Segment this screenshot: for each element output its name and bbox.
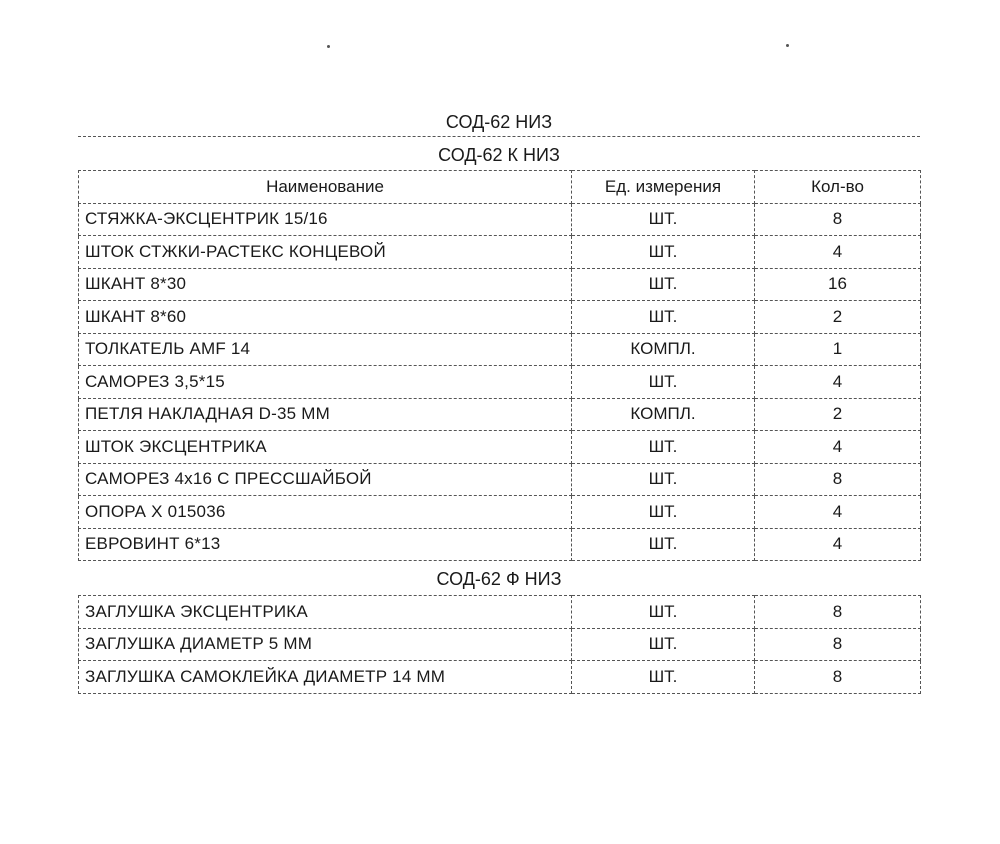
cell-unit: ШТ. <box>572 268 755 301</box>
cell-name: СТЯЖКА-ЭКСЦЕНТРИК 15/16 <box>79 203 572 236</box>
table-row <box>79 301 921 334</box>
cell-name: ПЕТЛЯ НАКЛАДНАЯ D-35 ММ <box>79 398 572 431</box>
cell-name: ЗАГЛУШКА САМОКЛЕЙКА ДИАМЕТР 14 ММ <box>79 661 572 694</box>
cell-name: ШТОК СТЖКИ-РАСТЕКС КОНЦЕВОЙ <box>79 236 572 269</box>
table-row <box>79 596 921 629</box>
cell-name: ШКАНТ 8*60 <box>79 301 572 334</box>
table-row <box>79 203 921 236</box>
table-row <box>79 431 921 464</box>
header-qty: Кол-во <box>755 171 921 204</box>
cell-qty: 4 <box>755 366 921 399</box>
parts-table-k <box>78 170 921 561</box>
cell-unit: ШТ. <box>572 628 755 661</box>
cell-qty: 2 <box>755 398 921 431</box>
title-divider <box>78 136 920 137</box>
cell-unit: ШТ. <box>572 661 755 694</box>
cell-unit: ШТ. <box>572 301 755 334</box>
parts-table-f <box>78 595 921 694</box>
section-title-f: СОД-62 Ф НИЗ <box>436 569 562 589</box>
cell-qty: 8 <box>755 596 921 629</box>
cell-name: САМОРЕЗ 4x16 С ПРЕССШАЙБОЙ <box>79 463 572 496</box>
header-name: Наименование <box>79 171 572 204</box>
table-row <box>79 366 921 399</box>
cell-name: САМОРЕЗ 3,5*15 <box>79 366 572 399</box>
cell-unit: ШТ. <box>572 431 755 464</box>
cell-qty: 4 <box>755 431 921 464</box>
cell-qty: 8 <box>755 661 921 694</box>
cell-name: ЕВРОВИНТ 6*13 <box>79 528 572 561</box>
cell-name: ЗАГЛУШКА ЭКСЦЕНТРИКА <box>79 596 572 629</box>
cell-qty: 8 <box>755 628 921 661</box>
cell-qty: 4 <box>755 496 921 529</box>
cell-qty: 16 <box>755 268 921 301</box>
cell-unit: КОМПЛ. <box>572 398 755 431</box>
cell-qty: 4 <box>755 236 921 269</box>
cell-unit: КОМПЛ. <box>572 333 755 366</box>
cell-name: ТОЛКАТЕЛЬ AMF 14 <box>79 333 572 366</box>
table-header-row <box>79 171 921 204</box>
table-row <box>79 463 921 496</box>
cell-name: ШКАНТ 8*30 <box>79 268 572 301</box>
table-row <box>79 236 921 269</box>
table-row <box>79 628 921 661</box>
cell-qty: 8 <box>755 463 921 496</box>
section-title-k: СОД-62 К НИЗ <box>438 145 560 165</box>
table-row <box>79 333 921 366</box>
cell-unit: ШТ. <box>572 596 755 629</box>
table-row <box>79 268 921 301</box>
cell-name: ЗАГЛУШКА ДИАМЕТР 5 ММ <box>79 628 572 661</box>
cell-qty: 4 <box>755 528 921 561</box>
cell-name: ОПОРА X 015036 <box>79 496 572 529</box>
header-unit: Ед. измерения <box>572 171 755 204</box>
document-title: СОД-62 НИЗ <box>445 112 553 132</box>
table-row <box>79 661 921 694</box>
scan-speck <box>786 44 789 47</box>
cell-qty: 8 <box>755 203 921 236</box>
cell-unit: ШТ. <box>572 366 755 399</box>
table-row <box>79 496 921 529</box>
table-row <box>79 528 921 561</box>
cell-qty: 2 <box>755 301 921 334</box>
cell-qty: 1 <box>755 333 921 366</box>
scan-speck <box>327 45 330 48</box>
cell-unit: ШТ. <box>572 203 755 236</box>
cell-name: ШТОК ЭКСЦЕНТРИКА <box>79 431 572 464</box>
cell-unit: ШТ. <box>572 528 755 561</box>
table-row <box>79 398 921 431</box>
cell-unit: ШТ. <box>572 236 755 269</box>
cell-unit: ШТ. <box>572 496 755 529</box>
cell-unit: ШТ. <box>572 463 755 496</box>
